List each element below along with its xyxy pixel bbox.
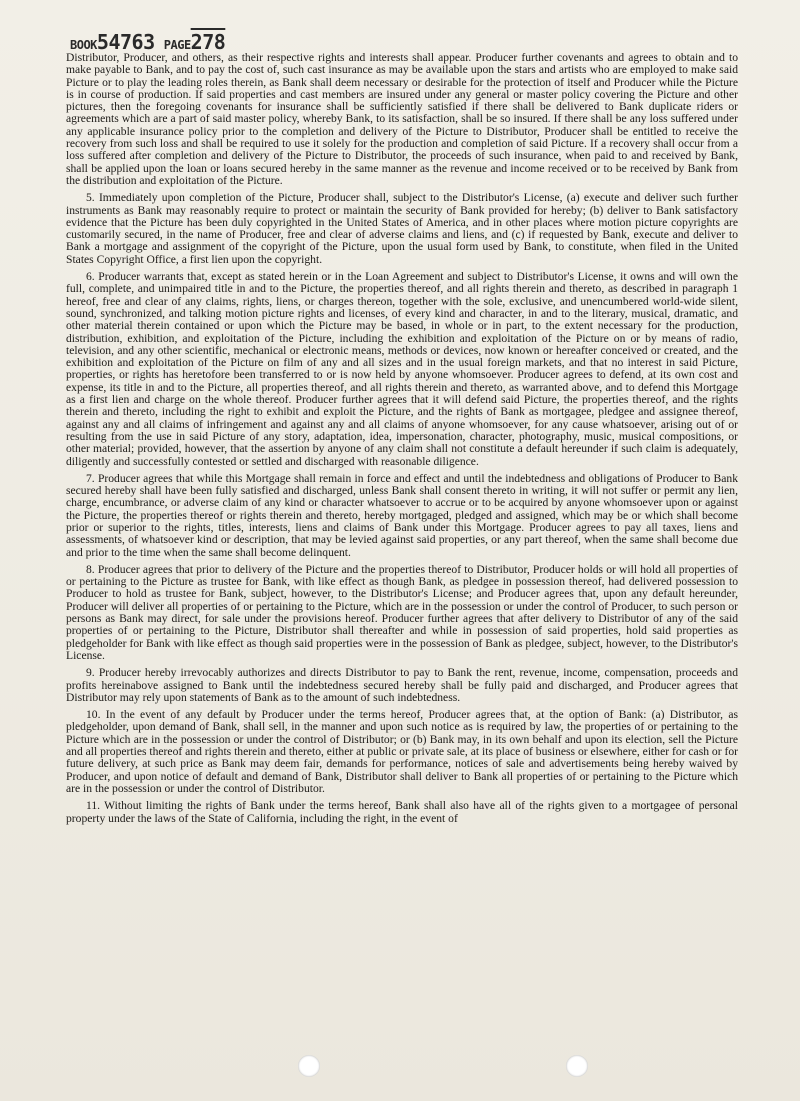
book-label: BOOK [70, 38, 97, 52]
paragraph-continuation: Distributor, Producer, and others, as their respective rights and interests shall appear. Producer further covenants and agrees to obtain and to make payable to Bank, and to pay the cost of, such cast insurance as may be available upon the stars and artists who are employed to make said Picture or to play the leading roles therein, as Bank shall deem necessary or desirable for the protection of itself and Producer while the Picture is in course of production. If said properties and cast members are insured under any general or master policy covering the Picture and other pictures, then the foregoing covenants for insurance shall be sufficiently satisfied if there shall be delivered to Bank duplicate riders or agreements which are a part of said master policy, whereby Bank, to its satisfaction, shall be so insured. If there shall be any loss suffered under any applicable insurance policy prior to the completion and delivery of the Picture to Distributor, Producer shall be entitled to receive the recovery from such loss and shall be required to use it solely for the production and completion of said Picture. If a recovery shall occur from a loss suffered after completion and delivery of the Picture to Distributor, the proceeds of such insurance, when paid to and received by Bank, shall be applied upon the loan or loans secured hereby in the same manner as the revenue and income received or to be received by Bank from the distribution and exploitation of the Picture. [66, 51, 738, 187]
paragraph-5: 5. Immediately upon completion of the Picture, Producer shall, subject to the Distributor's License, (a) execute and deliver such further instruments as Bank may reasonably require to protect or maintain the security of Bank provided for hereby; (b) deliver to Bank satisfactory evidence that the Picture has been duly copyrighted in the United States of America, and in other places where motion picture copyrights are customarily secured, in the name of Producer, free and clear of adverse claims and liens, and (c) if requested by Bank, execute and deliver to Bank a mortgage and assignment of the copyright of the Picture, upon the usual form used by Bank, to constitute, when filed in the United States Copyright Office, a first lien upon the copyright. [66, 191, 738, 266]
mortgage-body-text [66, 52, 738, 830]
page-number: 278 [190, 30, 226, 54]
page-label: PAGE [163, 38, 191, 52]
paragraph-11: 11. Without limiting the rights of Bank under the terms hereof, Bank shall also have all of the rights given to a mortgagee of personal property under the laws of the State of California, including the right, in the event of [66, 799, 738, 825]
paragraph-9: 9. Producer hereby irrevocably authorizes and directs Distributor to pay to Bank the rent, revenue, income, compensation, proceeds and profits hereinabove assigned to Bank until the indebtedness secured hereby shall be fully paid and discharged, and Producer agrees that Distributor may rely upon statements of Bank as to the amount of such indebtedness. [66, 666, 738, 704]
punch-hole-right [566, 1055, 588, 1077]
paragraph-6: 6. Producer warrants that, except as stated herein or in the Loan Agreement and subject to Distributor's License, it owns and will own the full, complete, and unimpaired title in and to the Picture, the properties thereof, and all rights therein and thereto, as described in paragraph 1 hereof, free and clear of any claims, rights, liens, or charges thereon, together with the sole, exclusive, and unencumbered world-wide silent, sound, synchronized, and talking motion picture rights and licenses, of every kind and character, in and to the literary, musical, dramatic, and other material therein contained or upon which the Picture may be based, in whole or in part, to the extent necessary for the production, distribution, exhibition, and exploitation of the Picture, including the exhibition and exploitation of the Picture on or by means of radio, television, and any other scientific, mechanical or electronic means, methods or devices, now known or hereafter conceived or created, and the exhibition and exploitation of the Picture on film of any and all sizes and in the usual foreign markets, and that no interest in said Picture, properties, or rights has heretofore been transferred to or is now held by anyone whomsoever. Producer agrees to defend, at its own cost and expense, its title in and to the Picture, all properties thereof, and all rights therein and thereto, as warranted above, and to defend this Mortgage as a first lien and charge on the whole thereof. Producer further agrees that it will defend said Picture, the properties thereof, and the rights therein and thereto, including the right to exhibit and exploit the Picture, and the rights of Bank as mortgagee, pledgee and assignee thereof, against any and all claims of infringement and against any and all claims of anyone whomsoever, for any cause whatsoever, arising out of or resulting from the use in said Picture of any story, adaptation, idea, impersonation, character, photography, music, musical compositions, or other material; provided, however, that the assertion by anyone of any claim shall not constitute a default hereunder if such claim is adequately, diligently and successfully contested or settled and discharged with reasonable diligence. [66, 270, 738, 468]
paragraph-8: 8. Producer agrees that prior to delivery of the Picture and the properties thereof to Distributor, Producer holds or will hold all properties of or pertaining to the Picture as trustee for Bank, with like effect as though Bank, as pledgee in possession thereof, had delivered possession to Producer to hold as trustee for Bank, subject, however, to the Distributor's License; and Producer agrees that, upon any default hereunder, Producer will deliver all properties of or pertaining to the Picture, which are in the possession or under the control of Producer, to such person or persons as Bank may direct, for sale under the provisions hereof. Producer further agrees that after delivery to Distributor of any of the said properties of or pertaining to the Picture, Distributor shall thereafter and while in possession of said properties, hold said properties as pledgeholder for Bank with like effect as though said properties were in the possession of Bank as pledgee, subject, however, to the Distributor's License. [66, 562, 738, 662]
paragraph-7: 7. Producer agrees that while this Mortgage shall remain in force and effect and until the indebtedness and obligations of Producer to Bank secured hereby shall have been fully satisfied and discharged, unless Bank shall consent thereto in writing, it will not suffer or permit any lien, charge, encumbrance, or adverse claim of any kind or character whatsoever to accrue or to be acquired by anyone whomsoever upon or against the Picture, the properties thereof or rights therein and thereto, hereby mortgaged, pledged and assigned, which may be or which shall become prior or superior to the rights, titles, interests, liens and claims of Bank under this Mortgage. Producer agrees to pay all taxes, liens and assessments, of whatsoever kind or description, that may be levied against said properties, or any part thereof, when the same shall become due and prior to the time when the same shall become delinquent. [66, 471, 738, 559]
book-number: 54763 [96, 30, 155, 54]
paragraph-10: 10. In the event of any default by Producer under the terms hereof, Producer agrees that, at the option of Bank: (a) Distributor, as pledgeholder, upon demand of Bank, shall sell, in the manner and upon such notice as is required by law, the properties of or pertaining to the Picture which are in the possession or under the control of Distributor; or (b) Bank may, in its own behalf and upon its election, sell the Picture and all properties thereof and rights therein and thereto, either at public or private sale, at its place of business or elsewhere, either for cash or for future delivery, at such price as Bank may deem fair, demands for performance, notices of sale and advertisements being hereby waived by Producer, and upon notice of default and demand of Bank, Distributor shall deliver to Bank all properties of or pertaining to the Picture which are in the possession or under the control of Distributor. [66, 708, 738, 795]
punch-hole-left [298, 1055, 320, 1077]
